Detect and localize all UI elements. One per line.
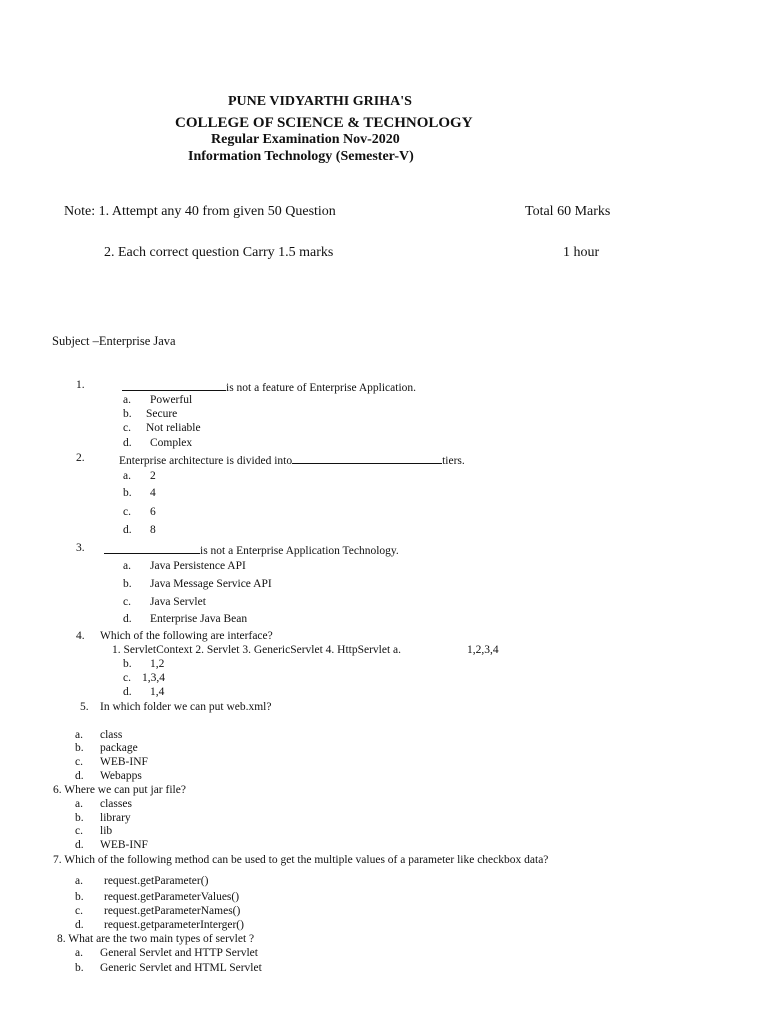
question-1	[122, 380, 416, 395]
question-2	[119, 453, 465, 468]
q8-option-a-label: a.	[75, 947, 83, 959]
question-7-text: 7. Which of the following method can be used to get the multiple values of a parameter like checkbox data?	[53, 854, 549, 866]
q7-option-c-label: c.	[75, 905, 83, 917]
question-3	[104, 543, 399, 558]
q4-option-b: 1,2	[150, 658, 165, 670]
note-2: 2. Each correct question Carry 1.5 marks	[104, 245, 334, 260]
question-2-text: Enterprise architecture is divided into	[119, 455, 293, 467]
q3-option-a-label: a.	[123, 560, 131, 572]
q5-option-d-label: d.	[75, 770, 84, 782]
q7-option-c: request.getParameterNames()	[104, 905, 241, 917]
question-6-text: 6. Where we can put jar file?	[53, 784, 186, 796]
question-8-text: 8. What are the two main types of servlet ?	[57, 933, 255, 945]
q1-option-d-label: d.	[123, 437, 132, 449]
question-3-text: is not a Enterprise Application Technology.	[200, 545, 399, 557]
q7-option-a: request.getParameter()	[104, 875, 209, 887]
question-1-number: 1.	[76, 379, 85, 391]
question-4-items: 1. ServletContext 2. Servlet 3. GenericServlet 4. HttpServlet a.	[112, 644, 402, 656]
question-2-number: 2.	[76, 452, 85, 464]
q1-option-b: Secure	[146, 408, 178, 420]
q2-option-c: 6	[150, 506, 156, 518]
q3-option-b: Java Message Service API	[150, 578, 272, 590]
q7-option-d-label: d.	[75, 919, 84, 931]
subject-line: Subject –Enterprise Java	[52, 334, 176, 348]
question-4-number: 4.	[76, 630, 85, 642]
answer-blank	[122, 380, 226, 391]
q2-option-d: 8	[150, 524, 156, 536]
q1-option-d: Complex	[150, 437, 193, 449]
question-2-tail: tiers.	[442, 455, 465, 467]
q4-option-c-label: c.	[123, 672, 131, 684]
q3-option-d-label: d.	[123, 613, 132, 625]
q1-option-a-label: a.	[123, 394, 131, 406]
q6-option-c-label: c.	[75, 825, 83, 837]
q6-option-b-label: b.	[75, 812, 84, 824]
q6-option-a: classes	[100, 798, 132, 810]
q4-option-a: 1,2,3,4	[467, 644, 499, 656]
q1-option-b-label: b.	[123, 408, 132, 420]
q5-option-c-label: c.	[75, 756, 83, 768]
question-5-text: In which folder we can put web.xml?	[100, 701, 272, 713]
duration: 1 hour	[563, 245, 600, 260]
q8-option-b: Generic Servlet and HTML Servlet	[100, 962, 262, 974]
q3-option-a: Java Persistence API	[150, 560, 246, 572]
question-1-text: is not a feature of Enterprise Application.	[226, 382, 417, 394]
q7-option-b-label: b.	[75, 891, 84, 903]
q7-option-a-label: a.	[75, 875, 83, 887]
q7-option-b: request.getParameterValues()	[104, 891, 240, 903]
q1-option-c: Not reliable	[146, 422, 201, 434]
answer-blank	[292, 453, 442, 464]
q2-option-b-label: b.	[123, 487, 132, 499]
institution-name: PUNE VIDYARTHI GRIHA'S	[228, 94, 412, 109]
q3-option-b-label: b.	[123, 578, 132, 590]
q1-option-a: Powerful	[150, 394, 193, 406]
total-marks: Total 60 Marks	[525, 204, 611, 219]
answer-blank	[104, 543, 200, 554]
q3-option-d: Enterprise Java Bean	[150, 613, 248, 625]
q6-option-c: lib	[100, 825, 113, 837]
q5-option-d: Webapps	[100, 770, 142, 782]
note-1: Note: 1. Attempt any 40 from given 50 Question	[64, 204, 336, 219]
q2-option-a: 2	[150, 470, 156, 482]
q6-option-d: WEB-INF	[100, 839, 148, 851]
question-4-text: Which of the following are interface?	[100, 630, 273, 642]
q8-option-b-label: b.	[75, 962, 84, 974]
q2-option-a-label: a.	[123, 470, 131, 482]
q5-option-a: class	[100, 729, 123, 741]
q5-option-c: WEB-INF	[100, 756, 148, 768]
q5-option-b: package	[100, 742, 138, 754]
exam-title: Regular Examination Nov-2020	[211, 132, 400, 147]
q2-option-d-label: d.	[123, 524, 132, 536]
q4-option-c: 1,3,4	[142, 672, 165, 684]
q5-option-a-label: a.	[75, 729, 83, 741]
q5-option-b-label: b.	[75, 742, 84, 754]
q2-option-b: 4	[150, 487, 156, 499]
question-5-number: 5.	[80, 701, 89, 713]
q3-option-c: Java Servlet	[150, 596, 206, 608]
college-name: COLLEGE OF SCIENCE & TECHNOLOGY	[175, 115, 473, 131]
q8-option-a: General Servlet and HTTP Servlet	[100, 947, 258, 959]
department-title: Information Technology (Semester-V)	[188, 149, 414, 164]
q6-option-d-label: d.	[75, 839, 84, 851]
q4-option-b-label: b.	[123, 658, 132, 670]
question-3-number: 3.	[76, 542, 85, 554]
q1-option-c-label: c.	[123, 422, 131, 434]
q4-option-d-label: d.	[123, 686, 132, 698]
q4-option-d: 1,4	[150, 686, 165, 698]
q7-option-d: request.getparameterInterger()	[104, 919, 244, 931]
q6-option-b: library	[100, 812, 131, 824]
q6-option-a-label: a.	[75, 798, 83, 810]
q2-option-c-label: c.	[123, 506, 131, 518]
q3-option-c-label: c.	[123, 596, 131, 608]
